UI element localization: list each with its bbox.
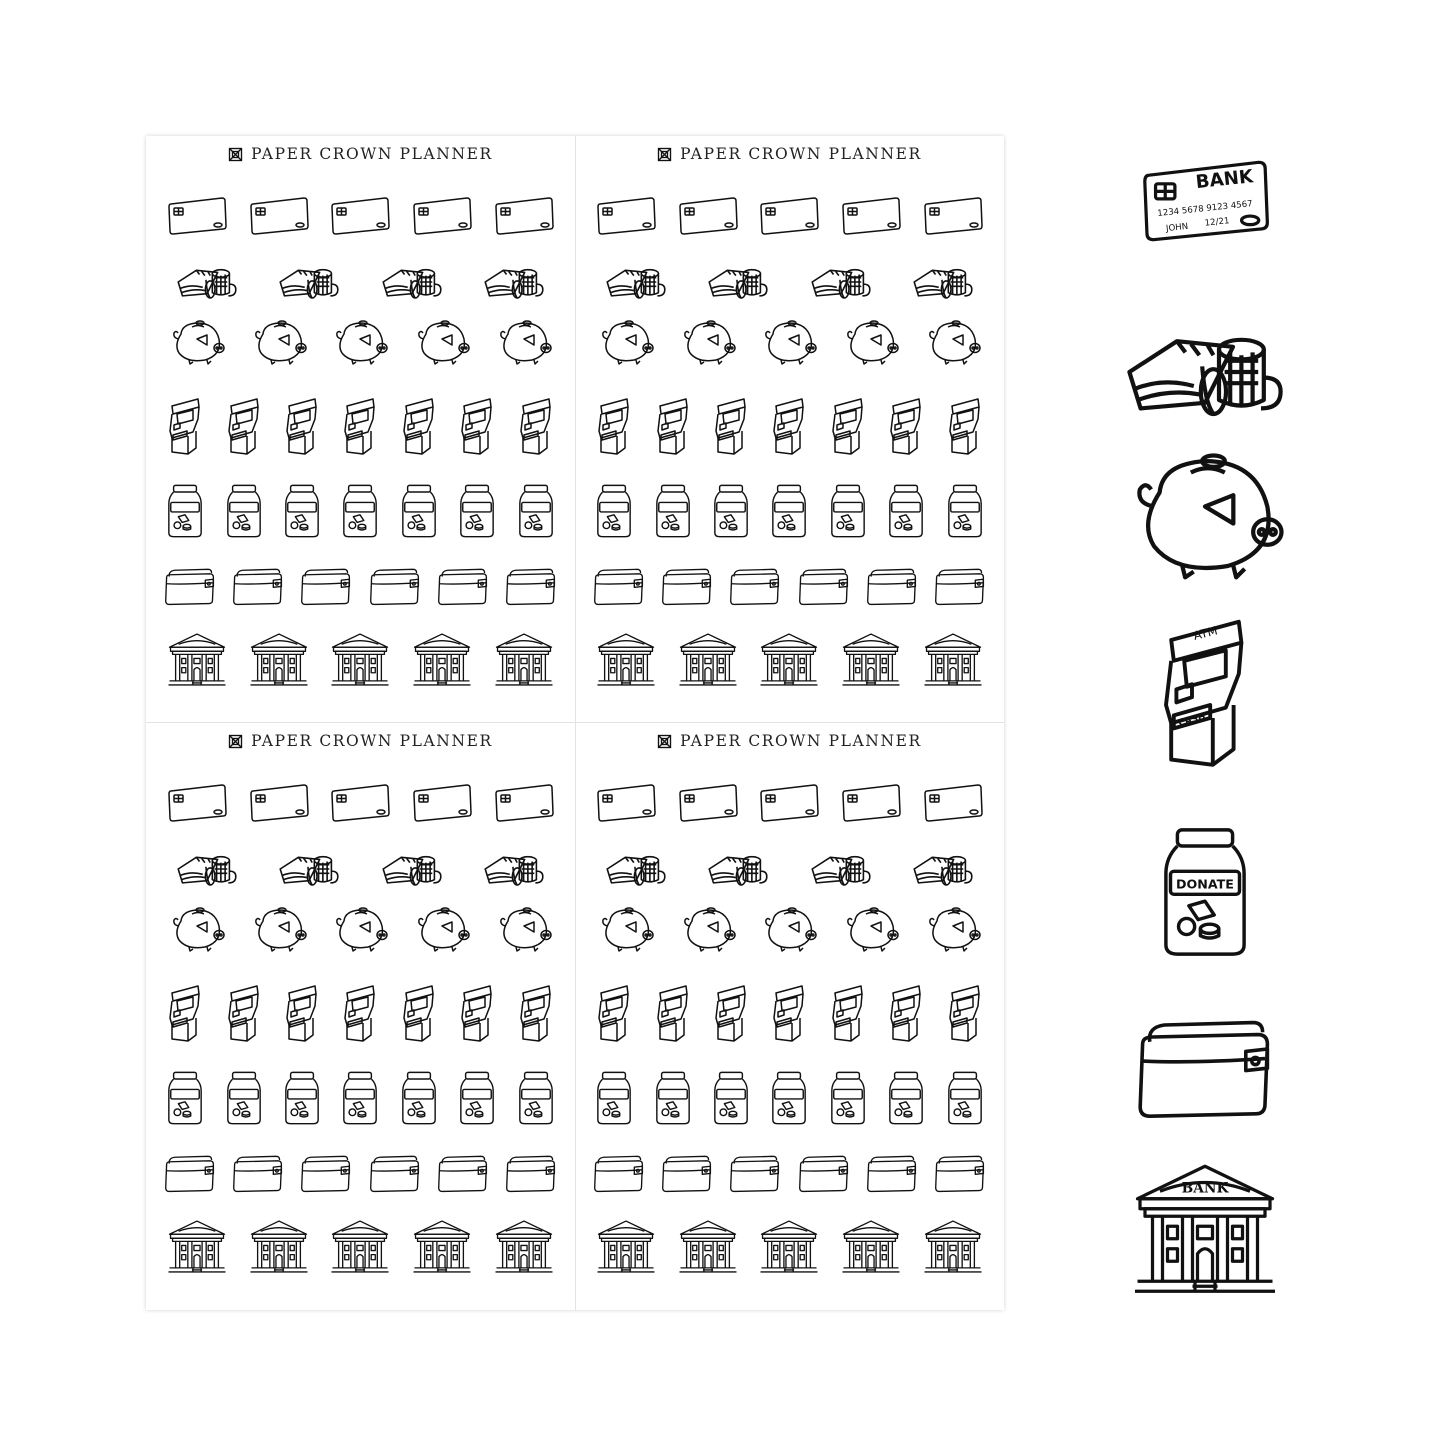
atm-machine-icon <box>594 394 634 458</box>
bank-building-icon <box>493 632 555 688</box>
piggy-bank-icon <box>1120 444 1290 586</box>
cash-and-coins-icon <box>911 847 975 891</box>
bank-card-row <box>575 783 1004 823</box>
donation-jar-icon <box>654 482 692 540</box>
bank-card-icon <box>841 783 901 823</box>
wallet-icon <box>504 1151 558 1195</box>
piggy-bank-icon <box>249 316 309 368</box>
wallet-row <box>575 1151 1004 1195</box>
cash-and-coins-icon <box>277 260 341 304</box>
bank-building-icon <box>411 632 473 688</box>
donation-jar-icon <box>887 1069 925 1127</box>
wallet-icon <box>368 1151 422 1195</box>
wallet-icon <box>797 564 851 608</box>
cash-and-coins-row <box>146 847 575 891</box>
piggy-bank-icon <box>923 316 983 368</box>
atm-machine-icon <box>828 394 868 458</box>
bank-building-icon <box>411 1219 473 1275</box>
wallet-icon <box>865 564 919 608</box>
piggy-bank-icon <box>596 316 656 368</box>
atm-machine-icon <box>769 394 809 458</box>
piggy-bank-icon <box>841 316 901 368</box>
donation-jar-icon <box>770 482 808 540</box>
wallet-icon <box>231 564 285 608</box>
wallet-icon <box>728 1151 782 1195</box>
bank-building-row <box>146 632 575 688</box>
wallet-icon <box>1133 1010 1277 1124</box>
atm-machine-row <box>575 981 1004 1045</box>
donation-jar-icon <box>400 1069 438 1127</box>
wallet-icon <box>592 1151 646 1195</box>
bank-building-icon <box>758 1219 820 1275</box>
donation-jar-icon <box>458 482 496 540</box>
bank-building-icon <box>595 1219 657 1275</box>
piggy-bank-row <box>146 903 575 955</box>
piggy-bank-icon <box>923 903 983 955</box>
cash-and-coins-icon <box>809 847 873 891</box>
wallet-icon <box>231 1151 285 1195</box>
brand-name: PAPER CROWN PLANNER <box>251 732 493 750</box>
brand-header <box>575 731 1004 751</box>
wallet-icon <box>660 564 714 608</box>
bank-building-icon <box>840 1219 902 1275</box>
donation-jar-icon <box>595 1069 633 1127</box>
bank-building-icon <box>248 1219 310 1275</box>
wallet-icon <box>865 1151 919 1195</box>
atm-machine-icon <box>769 981 809 1045</box>
bank-card-icon <box>678 783 738 823</box>
wallet-row <box>575 564 1004 608</box>
cash-and-coins-icon <box>175 260 239 304</box>
cash-and-coins-icon <box>380 260 444 304</box>
piggy-bank-icon <box>412 903 472 955</box>
piggy-bank-icon <box>167 316 227 368</box>
brand-header <box>575 144 1004 164</box>
cash-and-coins-icon <box>1120 316 1290 428</box>
piggy-bank-icon <box>841 903 901 955</box>
atm-machine-icon <box>516 394 556 458</box>
atm-machine-icon <box>340 981 380 1045</box>
bank-building-icon <box>677 1219 739 1275</box>
atm-machine-icon <box>1153 612 1257 772</box>
cash-and-coins-icon <box>706 847 770 891</box>
atm-machine-row <box>146 394 575 458</box>
brand-name: PAPER CROWN PLANNER <box>680 732 922 750</box>
sample-donation-jar <box>1110 822 1300 962</box>
piggy-bank-icon <box>678 316 738 368</box>
donation-jar-icon <box>595 482 633 540</box>
atm-machine-icon <box>594 981 634 1045</box>
atm-machine-row <box>575 394 1004 458</box>
donation-jar-icon <box>225 1069 263 1127</box>
donation-jar-icon <box>887 482 925 540</box>
piggy-bank-icon <box>330 903 390 955</box>
atm-machine-icon <box>828 981 868 1045</box>
brand-name: PAPER CROWN PLANNER <box>251 145 493 163</box>
atm-machine-row <box>146 981 575 1045</box>
donation-jar-row <box>146 1069 575 1127</box>
atm-machine-icon <box>165 394 205 458</box>
bank-card-icon <box>678 196 738 236</box>
bank-card-icon <box>596 196 656 236</box>
atm-machine-icon <box>886 981 926 1045</box>
brand-header <box>146 144 575 164</box>
atm-machine-icon <box>224 394 264 458</box>
piggy-bank-icon <box>494 316 554 368</box>
atm-machine-icon <box>165 981 205 1045</box>
wallet-icon <box>299 1151 353 1195</box>
donation-jar-icon <box>400 482 438 540</box>
donation-jar-icon <box>283 1069 321 1127</box>
wallet-icon <box>933 564 987 608</box>
piggy-bank-icon <box>759 903 819 955</box>
bank-card-row <box>146 783 575 823</box>
atm-machine-icon <box>653 394 693 458</box>
wallet-icon <box>436 564 490 608</box>
donation-jar-icon <box>1159 822 1251 962</box>
cash-and-coins-row <box>146 260 575 304</box>
bank-card-icon <box>330 783 390 823</box>
piggy-bank-row <box>575 316 1004 368</box>
cash-and-coins-row <box>575 847 1004 891</box>
wallet-icon <box>163 564 217 608</box>
sample-bank-card <box>1110 158 1300 244</box>
piggy-bank-icon <box>596 903 656 955</box>
card-bank-label: BANK <box>1194 166 1255 194</box>
wallet-icon <box>592 564 646 608</box>
piggy-bank-icon <box>759 316 819 368</box>
bank-building-icon <box>758 632 820 688</box>
bank-building-icon <box>1130 1160 1280 1300</box>
atm-machine-icon <box>516 981 556 1045</box>
atm-machine-icon <box>711 394 751 458</box>
bank-card-icon <box>249 783 309 823</box>
bank-card-icon <box>412 783 472 823</box>
bank-card-icon <box>923 196 983 236</box>
donation-jar-icon <box>770 1069 808 1127</box>
bank-card-icon <box>759 196 819 236</box>
sheet-divider-horizontal <box>146 722 1004 723</box>
cash-and-coins-icon <box>482 847 546 891</box>
atm-machine-icon <box>340 394 380 458</box>
bank-card-icon <box>1135 158 1275 244</box>
bank-card-icon <box>841 196 901 236</box>
crown-logo-icon <box>228 147 243 162</box>
piggy-bank-icon <box>330 316 390 368</box>
card-holder-label: JOHN <box>1165 221 1189 235</box>
donation-jar-icon <box>517 1069 555 1127</box>
wallet-icon <box>933 1151 987 1195</box>
cash-and-coins-row <box>575 260 1004 304</box>
sheet-divider-vertical <box>575 136 576 1310</box>
piggy-bank-icon <box>494 903 554 955</box>
cash-and-coins-icon <box>482 260 546 304</box>
donation-jar-icon <box>341 482 379 540</box>
atm-machine-icon <box>945 394 985 458</box>
wallet-icon <box>728 564 782 608</box>
cash-and-coins-icon <box>706 260 770 304</box>
bank-building-icon <box>595 632 657 688</box>
crown-logo-icon <box>228 734 243 749</box>
bank-building-icon <box>840 632 902 688</box>
atm-machine-icon <box>711 981 751 1045</box>
atm-label: ATM <box>1191 623 1219 643</box>
bank-card-icon <box>494 196 554 236</box>
brand-name: PAPER CROWN PLANNER <box>680 145 922 163</box>
sticker-sheet <box>575 723 1004 1310</box>
cash-label: CASH <box>1177 712 1207 729</box>
cash-and-coins-icon <box>277 847 341 891</box>
bank-card-icon <box>759 783 819 823</box>
wallet-row <box>146 1151 575 1195</box>
card-expiry-label: 12/21 <box>1204 216 1230 229</box>
wallet-icon <box>368 564 422 608</box>
crown-logo-icon <box>657 147 672 162</box>
cash-and-coins-icon <box>380 847 444 891</box>
bank-card-icon <box>330 196 390 236</box>
bank-building-row <box>575 1219 1004 1275</box>
bank-building-icon <box>493 1219 555 1275</box>
atm-machine-icon <box>457 981 497 1045</box>
card-number-label: 1234 5678 9123 4567 <box>1156 199 1254 220</box>
donation-jar-icon <box>946 482 984 540</box>
wallet-icon <box>163 1151 217 1195</box>
atm-machine-icon <box>886 394 926 458</box>
bank-card-icon <box>596 783 656 823</box>
donation-jar-icon <box>458 1069 496 1127</box>
donation-jar-icon <box>166 482 204 540</box>
bank-building-row <box>146 1219 575 1275</box>
bank-card-icon <box>494 783 554 823</box>
sample-piggy-bank <box>1110 444 1300 586</box>
donation-jar-row <box>146 482 575 540</box>
bank-building-icon <box>329 632 391 688</box>
piggy-bank-icon <box>167 903 227 955</box>
donation-jar-icon <box>225 482 263 540</box>
bank-building-icon <box>166 632 228 688</box>
brand-header <box>146 731 575 751</box>
bank-card-icon <box>923 783 983 823</box>
donation-jar-icon <box>946 1069 984 1127</box>
wallet-icon <box>797 1151 851 1195</box>
donation-jar-icon <box>166 1069 204 1127</box>
donation-jar-icon <box>283 482 321 540</box>
atm-machine-icon <box>457 394 497 458</box>
wallet-icon <box>660 1151 714 1195</box>
bank-building-row <box>575 632 1004 688</box>
wallet-icon <box>299 564 353 608</box>
piggy-bank-icon <box>678 903 738 955</box>
donation-jar-icon <box>712 1069 750 1127</box>
atm-machine-icon <box>653 981 693 1045</box>
bank-building-icon <box>922 1219 984 1275</box>
bank-card-icon <box>249 196 309 236</box>
bank-card-icon <box>412 196 472 236</box>
atm-machine-icon <box>945 981 985 1045</box>
sample-wallet <box>1110 1010 1300 1124</box>
donation-jar-icon <box>829 482 867 540</box>
donation-jar-icon <box>654 1069 692 1127</box>
cash-and-coins-icon <box>604 847 668 891</box>
piggy-bank-row <box>575 903 1004 955</box>
atm-machine-icon <box>399 981 439 1045</box>
cash-and-coins-icon <box>911 260 975 304</box>
bank-card-icon <box>167 196 227 236</box>
bank-card-icon <box>167 783 227 823</box>
sticker-sheet <box>146 723 575 1310</box>
donation-jar-icon <box>829 1069 867 1127</box>
wallet-row <box>146 564 575 608</box>
cash-and-coins-icon <box>175 847 239 891</box>
donation-jar-icon <box>341 1069 379 1127</box>
sample-cash-and-coins <box>1110 316 1300 428</box>
bank-card-row <box>146 196 575 236</box>
bank-building-icon <box>248 632 310 688</box>
donation-jar-icon <box>517 482 555 540</box>
bank-building-icon <box>922 632 984 688</box>
bank-building-icon <box>677 632 739 688</box>
cash-and-coins-icon <box>809 260 873 304</box>
bank-building-icon <box>166 1219 228 1275</box>
donate-label: DONATE <box>1176 876 1234 892</box>
sticker-sheet <box>146 136 575 723</box>
sample-atm-machine <box>1110 612 1300 772</box>
atm-machine-icon <box>399 394 439 458</box>
wallet-icon <box>436 1151 490 1195</box>
piggy-bank-icon <box>249 903 309 955</box>
sample-bank-building <box>1110 1160 1300 1300</box>
piggy-bank-icon <box>412 316 472 368</box>
atm-machine-icon <box>282 394 322 458</box>
bank-building-label: BANK <box>1181 1180 1229 1197</box>
wallet-icon <box>504 564 558 608</box>
donation-jar-row <box>575 1069 1004 1127</box>
cash-and-coins-icon <box>604 260 668 304</box>
donation-jar-row <box>575 482 1004 540</box>
atm-machine-icon <box>282 981 322 1045</box>
atm-machine-icon <box>224 981 264 1045</box>
piggy-bank-row <box>146 316 575 368</box>
bank-card-row <box>575 196 1004 236</box>
sticker-sheet <box>575 136 1004 723</box>
bank-building-icon <box>329 1219 391 1275</box>
crown-logo-icon <box>657 734 672 749</box>
donation-jar-icon <box>712 482 750 540</box>
